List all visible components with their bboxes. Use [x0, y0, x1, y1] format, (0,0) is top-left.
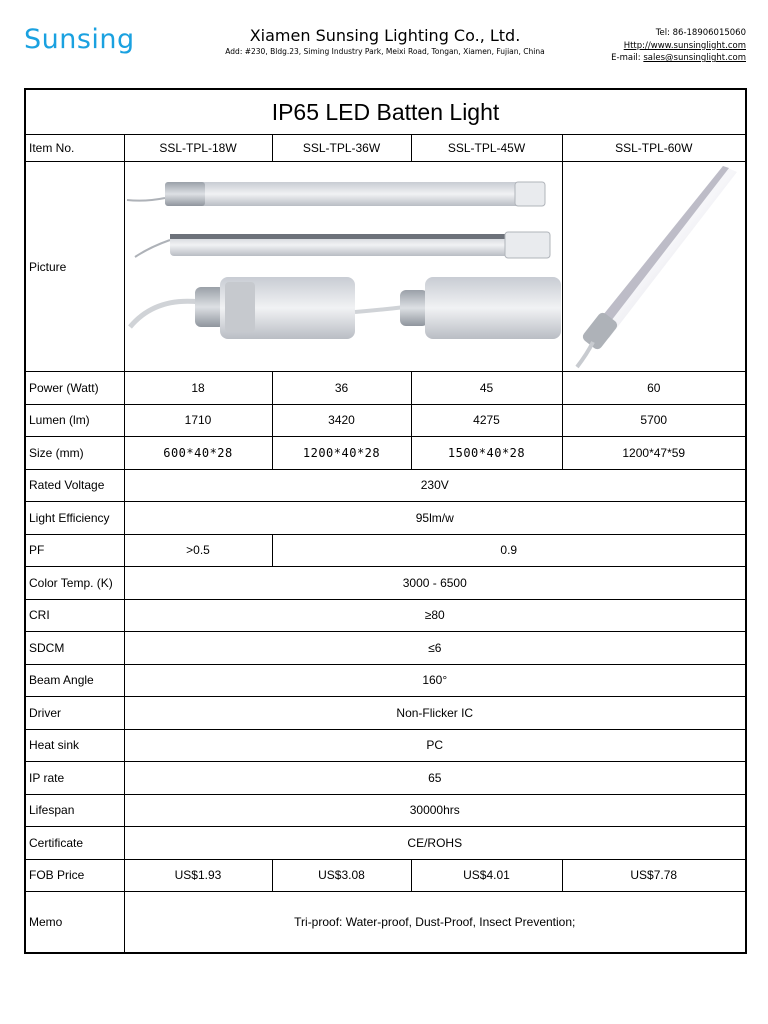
fob-cell: US$1.93: [124, 859, 272, 892]
efficiency-value: 95lm/w: [124, 502, 746, 535]
company-name: Xiamen Sunsing Lighting Co., Ltd.: [249, 26, 521, 45]
email-label: E-mail:: [611, 53, 641, 63]
beam-label: Beam Angle: [25, 664, 124, 697]
item-row: [25, 135, 746, 162]
driver-row: [25, 697, 746, 730]
cri-value: ≥80: [124, 599, 746, 632]
memo-value: Tri-proof: Water-proof, Dust-Proof, Insect Prevention;: [124, 892, 746, 953]
item-cell: SSL-TPL-60W: [562, 135, 746, 162]
cri-label: CRI: [25, 599, 124, 632]
size-cell: 1500*40*28: [411, 437, 562, 470]
ip-label: IP rate: [25, 762, 124, 795]
product-photo-group: [124, 162, 562, 372]
picture-label: Picture: [25, 162, 124, 372]
fob-cell: US$4.01: [411, 859, 562, 892]
driver-label: Driver: [25, 697, 124, 730]
website-link[interactable]: Http://www.sunsinglight.com: [623, 40, 746, 51]
pf-value-rest: 0.9: [272, 534, 746, 567]
cert-row: [25, 827, 746, 860]
lifespan-row: [25, 794, 746, 827]
pf-row: [25, 534, 746, 567]
power-cell: 60: [562, 372, 746, 405]
pf-label: PF: [25, 534, 124, 567]
efficiency-row: [25, 502, 746, 535]
sdcm-label: SDCM: [25, 632, 124, 665]
heatsink-label: Heat sink: [25, 729, 124, 762]
lumen-cell: 4275: [411, 404, 562, 437]
company-logo: Sunsing: [24, 24, 135, 55]
company-address: Add: #230, Bldg.23, Siming Industry Park, Meixi Road, Tongan, Xiamen, Fujian, China: [225, 47, 545, 56]
heatsink-row: [25, 729, 746, 762]
memo-row: [25, 892, 746, 953]
heatsink-value: PC: [124, 729, 746, 762]
contact-block: [611, 27, 746, 65]
lumen-cell: 5700: [562, 404, 746, 437]
ip-value: 65: [124, 762, 746, 795]
voltage-value: 230V: [124, 469, 746, 502]
power-row: [25, 372, 746, 405]
item-label: Item No.: [25, 135, 124, 162]
picture-row: [25, 162, 746, 372]
sdcm-row: [25, 632, 746, 665]
beam-value: 160°: [124, 664, 746, 697]
spec-table: [24, 88, 747, 954]
size-cell: 1200*40*28: [272, 437, 411, 470]
batten-tubes-image: [125, 162, 561, 371]
size-cell: 1200*47*59: [562, 437, 746, 470]
batten-60w-image: [563, 162, 747, 371]
power-cell: 45: [411, 372, 562, 405]
item-cell: SSL-TPL-18W: [124, 135, 272, 162]
size-row: [25, 437, 746, 470]
power-cell: 36: [272, 372, 411, 405]
item-cell: SSL-TPL-45W: [411, 135, 562, 162]
voltage-label: Rated Voltage: [25, 469, 124, 502]
lumen-row: [25, 404, 746, 437]
efficiency-label: Light Efficiency: [25, 502, 124, 535]
fob-label: FOB Price: [25, 859, 124, 892]
pf-value-18w: >0.5: [124, 534, 272, 567]
cert-label: Certificate: [25, 827, 124, 860]
size-cell: 600*40*28: [124, 437, 272, 470]
lumen-cell: 1710: [124, 404, 272, 437]
lifespan-value: 30000hrs: [124, 794, 746, 827]
ip-row: [25, 762, 746, 795]
driver-value: Non-Flicker IC: [124, 697, 746, 730]
memo-label: Memo: [25, 892, 124, 953]
email-line: [611, 52, 746, 65]
voltage-row: [25, 469, 746, 502]
fob-row: [25, 859, 746, 892]
email-link[interactable]: sales@sunsinglight.com: [643, 53, 746, 63]
title-row: [25, 89, 746, 135]
item-cell: SSL-TPL-36W: [272, 135, 411, 162]
size-label: Size (mm): [25, 437, 124, 470]
power-label: Power (Watt): [25, 372, 124, 405]
tel: Tel: 86-18906015060: [655, 28, 746, 38]
power-cell: 18: [124, 372, 272, 405]
sdcm-value: ≤6: [124, 632, 746, 665]
cert-value: CE/ROHS: [124, 827, 746, 860]
cct-row: [25, 567, 746, 600]
cct-value: 3000 - 6500: [124, 567, 746, 600]
lifespan-label: Lifespan: [25, 794, 124, 827]
fob-cell: US$3.08: [272, 859, 411, 892]
lumen-label: Lumen (lm): [25, 404, 124, 437]
fob-cell: US$7.78: [562, 859, 746, 892]
cct-label: Color Temp. (K): [25, 567, 124, 600]
beam-row: [25, 664, 746, 697]
product-photo-60w: [562, 162, 746, 372]
table-title: IP65 LED Batten Light: [25, 89, 746, 135]
lumen-cell: 3420: [272, 404, 411, 437]
cri-row: [25, 599, 746, 632]
